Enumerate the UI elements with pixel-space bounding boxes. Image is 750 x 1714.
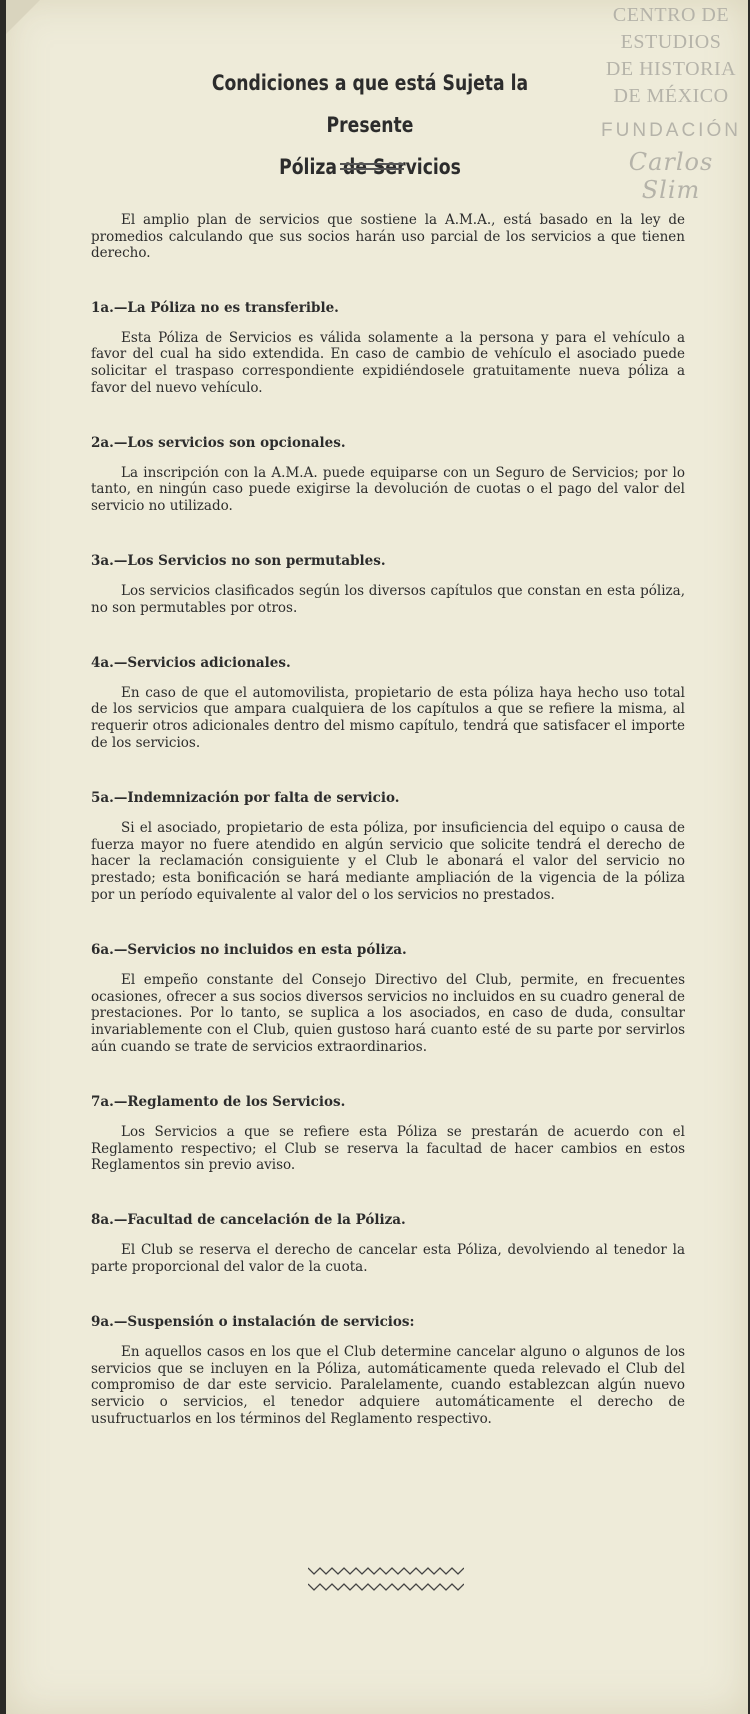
clause-8 — [91, 1212, 685, 1276]
clause-heading: 3a.—Los Servicios no son permutables. — [91, 553, 386, 570]
title-line-1: Condiciones a que está Sujeta la Presente — [211, 71, 529, 137]
clause-heading: 7a.—Reglamento de los Servicios. — [91, 1093, 346, 1110]
clause-heading: 2a.—Los servicios son opcionales. — [91, 434, 346, 451]
clause-2 — [91, 435, 685, 515]
clause-heading: 5a.—Indemnización por falta de servicio. — [91, 789, 400, 806]
clause-4 — [91, 655, 685, 752]
clause-heading: 8a.—Facultad de cancelación de la Póliza. — [91, 1212, 406, 1229]
decorative-wave-top — [308, 1566, 464, 1576]
watermark-line: DE MÉXICO — [613, 85, 729, 107]
clause-heading: 4a.—Servicios adicionales. — [91, 654, 291, 671]
title-divider-top — [340, 163, 404, 165]
folded-corner — [6, 0, 40, 34]
clause-heading: 6a.—Servicios no incluidos en esta póliza. — [91, 941, 407, 958]
decorative-wave-bottom — [308, 1582, 464, 1592]
intro-paragraph: El amplio plan de servicios que sostiene la A.M.A., está basado en la ley de promedios calculando que sus socios harán uso parcial de los servicios a que tienen derecho. — [91, 212, 685, 261]
clause-body: El Club se reserva el derecho de cancelar esta Póliza, devolviendo al tenedor la parte proporcional del valor de la cuota. — [91, 1242, 685, 1276]
clause-9 — [91, 1314, 685, 1428]
title-line-2: Póliza de Servicios — [279, 155, 461, 179]
watermark-line: ESTUDIOS — [620, 31, 722, 53]
watermark-foundation: FUNDACIÓN — [601, 120, 741, 141]
clause-body: En caso de que el automovilista, propietario de esta póliza haya hecho uso total de los servicios que ampara cualquiera de los capítulos a que se refiere la misma, al requerir otros adicionales dentro del mismo capítulo, tendrá que satisfacer el importe de los servicios. — [91, 684, 685, 752]
archive-watermark — [598, 2, 744, 204]
clause-body: El empeño constante del Consejo Directivo del Club, permite, en frecuentes ocasiones, ofrecer a sus socios diversos servicios no incluidos en su cuadro general de prestaciones. Por lo tanto, se suplica a los asociados, en caso de duda, consultar invariablemente con el Club, quien gustoso hará cuanto esté de su parte por servirlos aún cuando se trate de servicios extraordinarios. — [91, 971, 685, 1056]
watermark-signature: Carlos Slim — [628, 148, 714, 204]
clause-body: Los servicios clasificados según los diversos capítulos que constan en esta póliza, no son permutables por otros. — [91, 583, 685, 616]
clause-body: Los Servicios a que se refiere esta Póliza se prestarán de acuerdo con el Reglamento respectivo; el Club se reserva la facultad de hacer cambios en estos Reglamentos sin previo aviso. — [91, 1123, 685, 1174]
clause-heading: 9a.—Suspensión o instalación de servicios: — [91, 1313, 415, 1330]
clause-heading: 1a.—La Póliza no es transferible. — [91, 299, 339, 316]
clause-body: Si el asociado, propietario de esta póliza, por insuficiencia del equipo o causa de fuerza mayor no fuere atendido en algún servicio que solicite tendrá el derecho de hacer la reclamación consiguiente y el Club le abonará el valor del servicio no prestado; esta bonificación se hará mediante ampliación de la vigencia de la póliza por un período equivalente al valor del o los servicios no prestados. — [91, 819, 685, 904]
clause-body: La inscripción con la A.M.A. puede equiparse con un Seguro de Servicios; por lo tanto, en ningún caso puede exigirse la devolución de cuotas o el pago del valor del servicio no utilizado. — [91, 464, 685, 515]
watermark-line: CENTRO DE — [612, 4, 730, 26]
watermark-line: DE HISTORIA — [605, 58, 737, 80]
clause-body: Esta Póliza de Servicios es válida solamente a la persona y para el vehículo a favor del cual ha sido extendida. En caso de cambio de vehículo el asociado puede solicitar el traspaso correspondiente expidiéndosele gratuitamente nueva póliza a favor del nuevo vehículo. — [91, 329, 685, 396]
clause-body: En aquellos casos en los que el Club determine cancelar alguno o algunos de los servicios que se incluyen en la Póliza, automáticamente queda relevado el Club del compromiso de dar este servicio. Paralelamente, cuando establezcan algún nuevo servicio o servicios, el tenedor adquiere automáticamente el derecho de usufructuarlos en los términos del Reglamento respectivo. — [91, 1343, 685, 1427]
clause-3 — [91, 553, 685, 617]
clause-5 — [91, 790, 685, 904]
title-divider-bottom — [340, 168, 404, 170]
document-body — [91, 212, 685, 1428]
clause-7 — [91, 1094, 685, 1174]
clause-6 — [91, 942, 685, 1056]
clause-1 — [91, 300, 685, 397]
